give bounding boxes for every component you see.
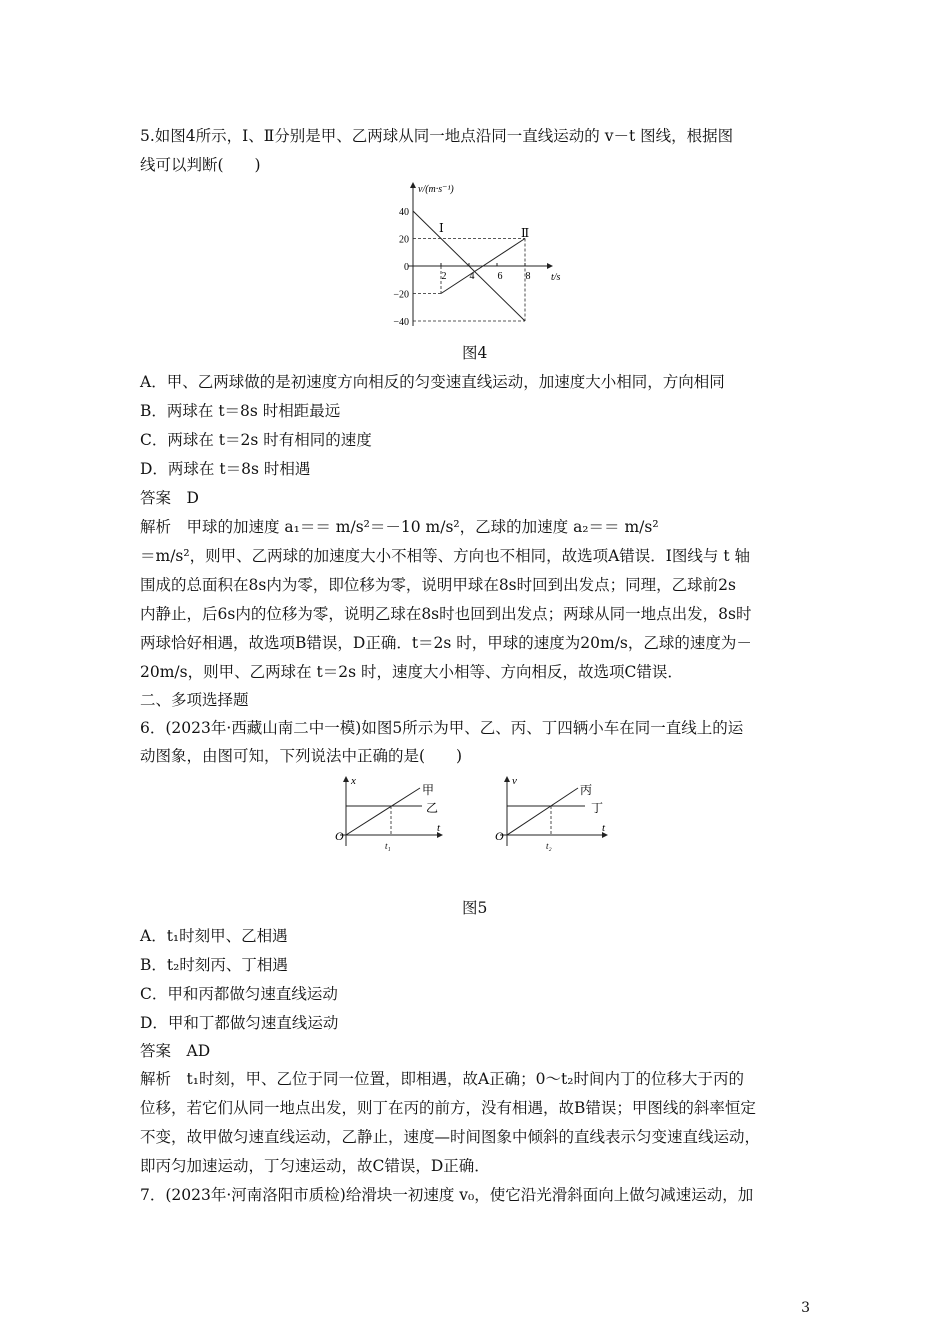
q6-option-a: A．t₁时刻甲、乙相遇 xyxy=(140,927,288,945)
q6-analysis-line-3: 不变，故甲做匀速直线运动，乙静止，速度—时间图象中倾斜的直线表示匀变速直线运动， xyxy=(140,1128,761,1146)
q6-answer: 答案 AD xyxy=(140,1042,211,1060)
y-tick-label: 0 xyxy=(404,262,409,273)
series-label-2: Ⅱ xyxy=(521,226,530,240)
q5-option-b: B．两球在 t＝8s 时相距最远 xyxy=(140,402,341,420)
x-tick-label: 4 xyxy=(469,271,475,282)
figure-4-vt-chart xyxy=(380,178,580,336)
y-tick-label: −40 xyxy=(393,317,409,328)
q6-analysis-line-4: 即丙匀加速运动，丁匀速运动，故C错误，D正确． xyxy=(140,1157,490,1175)
q5-option-a: A．甲、乙两球做的是初速度方向相反的匀变速直线运动，加速度大小相同，方向相同 xyxy=(140,373,725,391)
origin-label: O xyxy=(495,829,504,843)
line-jia xyxy=(346,788,420,835)
y-axis-label: v/(m·s⁻¹) xyxy=(418,184,454,195)
x-tick-label: 2 xyxy=(441,271,447,282)
series-label-1: Ⅰ xyxy=(439,221,444,235)
section-2-title: 二、多项选择题 xyxy=(140,691,249,709)
q6-stem-line-1: 6．(2023年·西藏山南二中一模)如图5所示为甲、乙、丙、丁四辆小车在同一直线上的运 xyxy=(140,719,744,737)
label-yi: 乙 xyxy=(426,801,439,815)
figure-5-caption: 图5 xyxy=(462,899,488,917)
q5-option-c: C．两球在 t＝2s 时有相同的速度 xyxy=(140,431,372,449)
tick-t2: t₂ xyxy=(546,841,552,851)
q5-analysis-line-2: ＝m/s²，则甲、乙两球的加速度大小不相等、方向也不相同，故选项A错误．Ⅰ图线与 t 轴 xyxy=(140,547,750,565)
q7-stem-line-1: 7．(2023年·河南洛阳市质检)给滑块一初速度 v₀，使它沿光滑斜面向上做匀减速运动，加 xyxy=(140,1186,754,1204)
q6-analysis-line-1: 解析 t₁时刻，甲、乙位于同一位置，即相遇，故A正确；0～t₂时间内丁的位移大于丙的 xyxy=(140,1070,744,1088)
label-jia: 甲 xyxy=(422,783,435,797)
label-ding: 丁 xyxy=(591,801,604,815)
q5-analysis-line-4: 内静止，后6s内的位移为零，说明乙球在8s时也回到出发点；两球从同一地点出发，8s时 xyxy=(140,605,752,623)
x-tick-label: 6 xyxy=(497,271,503,282)
q5-analysis-line-6: 20m/s，则甲、乙两球在 t＝2s 时，速度大小相等、方向相反，故选项C错误． xyxy=(140,663,683,681)
figure-4-caption: 图4 xyxy=(462,344,488,362)
q6-stem-line-2: 动图象，由图可知，下列说法中正确的是( ) xyxy=(140,747,463,765)
q6-option-c: C．甲和丙都做匀速直线运动 xyxy=(140,985,338,1003)
q5-stem-line-1: 5.如图4所示，Ⅰ、Ⅱ分别是甲、乙两球从同一地点沿同一直线运动的 v－t 图线，根据图 xyxy=(140,127,734,145)
origin-label: O xyxy=(335,829,344,843)
y-tick-label: 20 xyxy=(399,234,409,246)
y-axis-label: v xyxy=(512,775,517,787)
q5-option-d: D．两球在 t＝8s 时相遇 xyxy=(140,460,311,478)
q5-stem-line-2: 线可以判断( ) xyxy=(140,156,261,174)
q6-analysis-line-2: 位移，若它们从同一地点出发，则丁在丙的前方，没有相遇，故B错误；甲图线的斜率恒定 xyxy=(140,1099,756,1117)
q6-option-d: D．甲和丁都做匀速直线运动 xyxy=(140,1014,339,1032)
page-number: 3 xyxy=(801,1300,810,1316)
label-bing: 丙 xyxy=(580,783,593,797)
x-tick-label: 8 xyxy=(525,271,531,282)
y-tick-label: 40 xyxy=(399,207,409,218)
q5-analysis-line-1: 解析 甲球的加速度 a₁＝＝ m/s²＝－10 m/s²，乙球的加速度 a₂＝＝ m/s² xyxy=(140,518,659,536)
figure-5-right-vt-graph xyxy=(488,772,618,854)
q6-option-b: B．t₂时刻丙、丁相遇 xyxy=(140,956,288,974)
q5-analysis-line-3: 围成的总面积在8s内为零，即位移为零，说明甲球在8s时回到出发点；同理，乙球前2s xyxy=(140,576,736,594)
x-axis-label: t xyxy=(602,822,606,834)
line-bing xyxy=(507,788,578,835)
x-axis-label: t/s xyxy=(551,272,561,283)
q5-answer: 答案 D xyxy=(140,489,199,507)
tick-t1: t₁ xyxy=(385,841,391,851)
y-tick-label: −20 xyxy=(393,289,409,301)
figure-5-left-xt-graph xyxy=(330,772,450,854)
y-axis-label: x xyxy=(351,775,356,787)
q5-analysis-line-5: 两球恰好相遇，故选项B错误，D正确．t＝2s 时，甲球的速度为20m/s，乙球的速度为－ xyxy=(140,634,752,652)
x-axis-label: t xyxy=(437,822,441,834)
